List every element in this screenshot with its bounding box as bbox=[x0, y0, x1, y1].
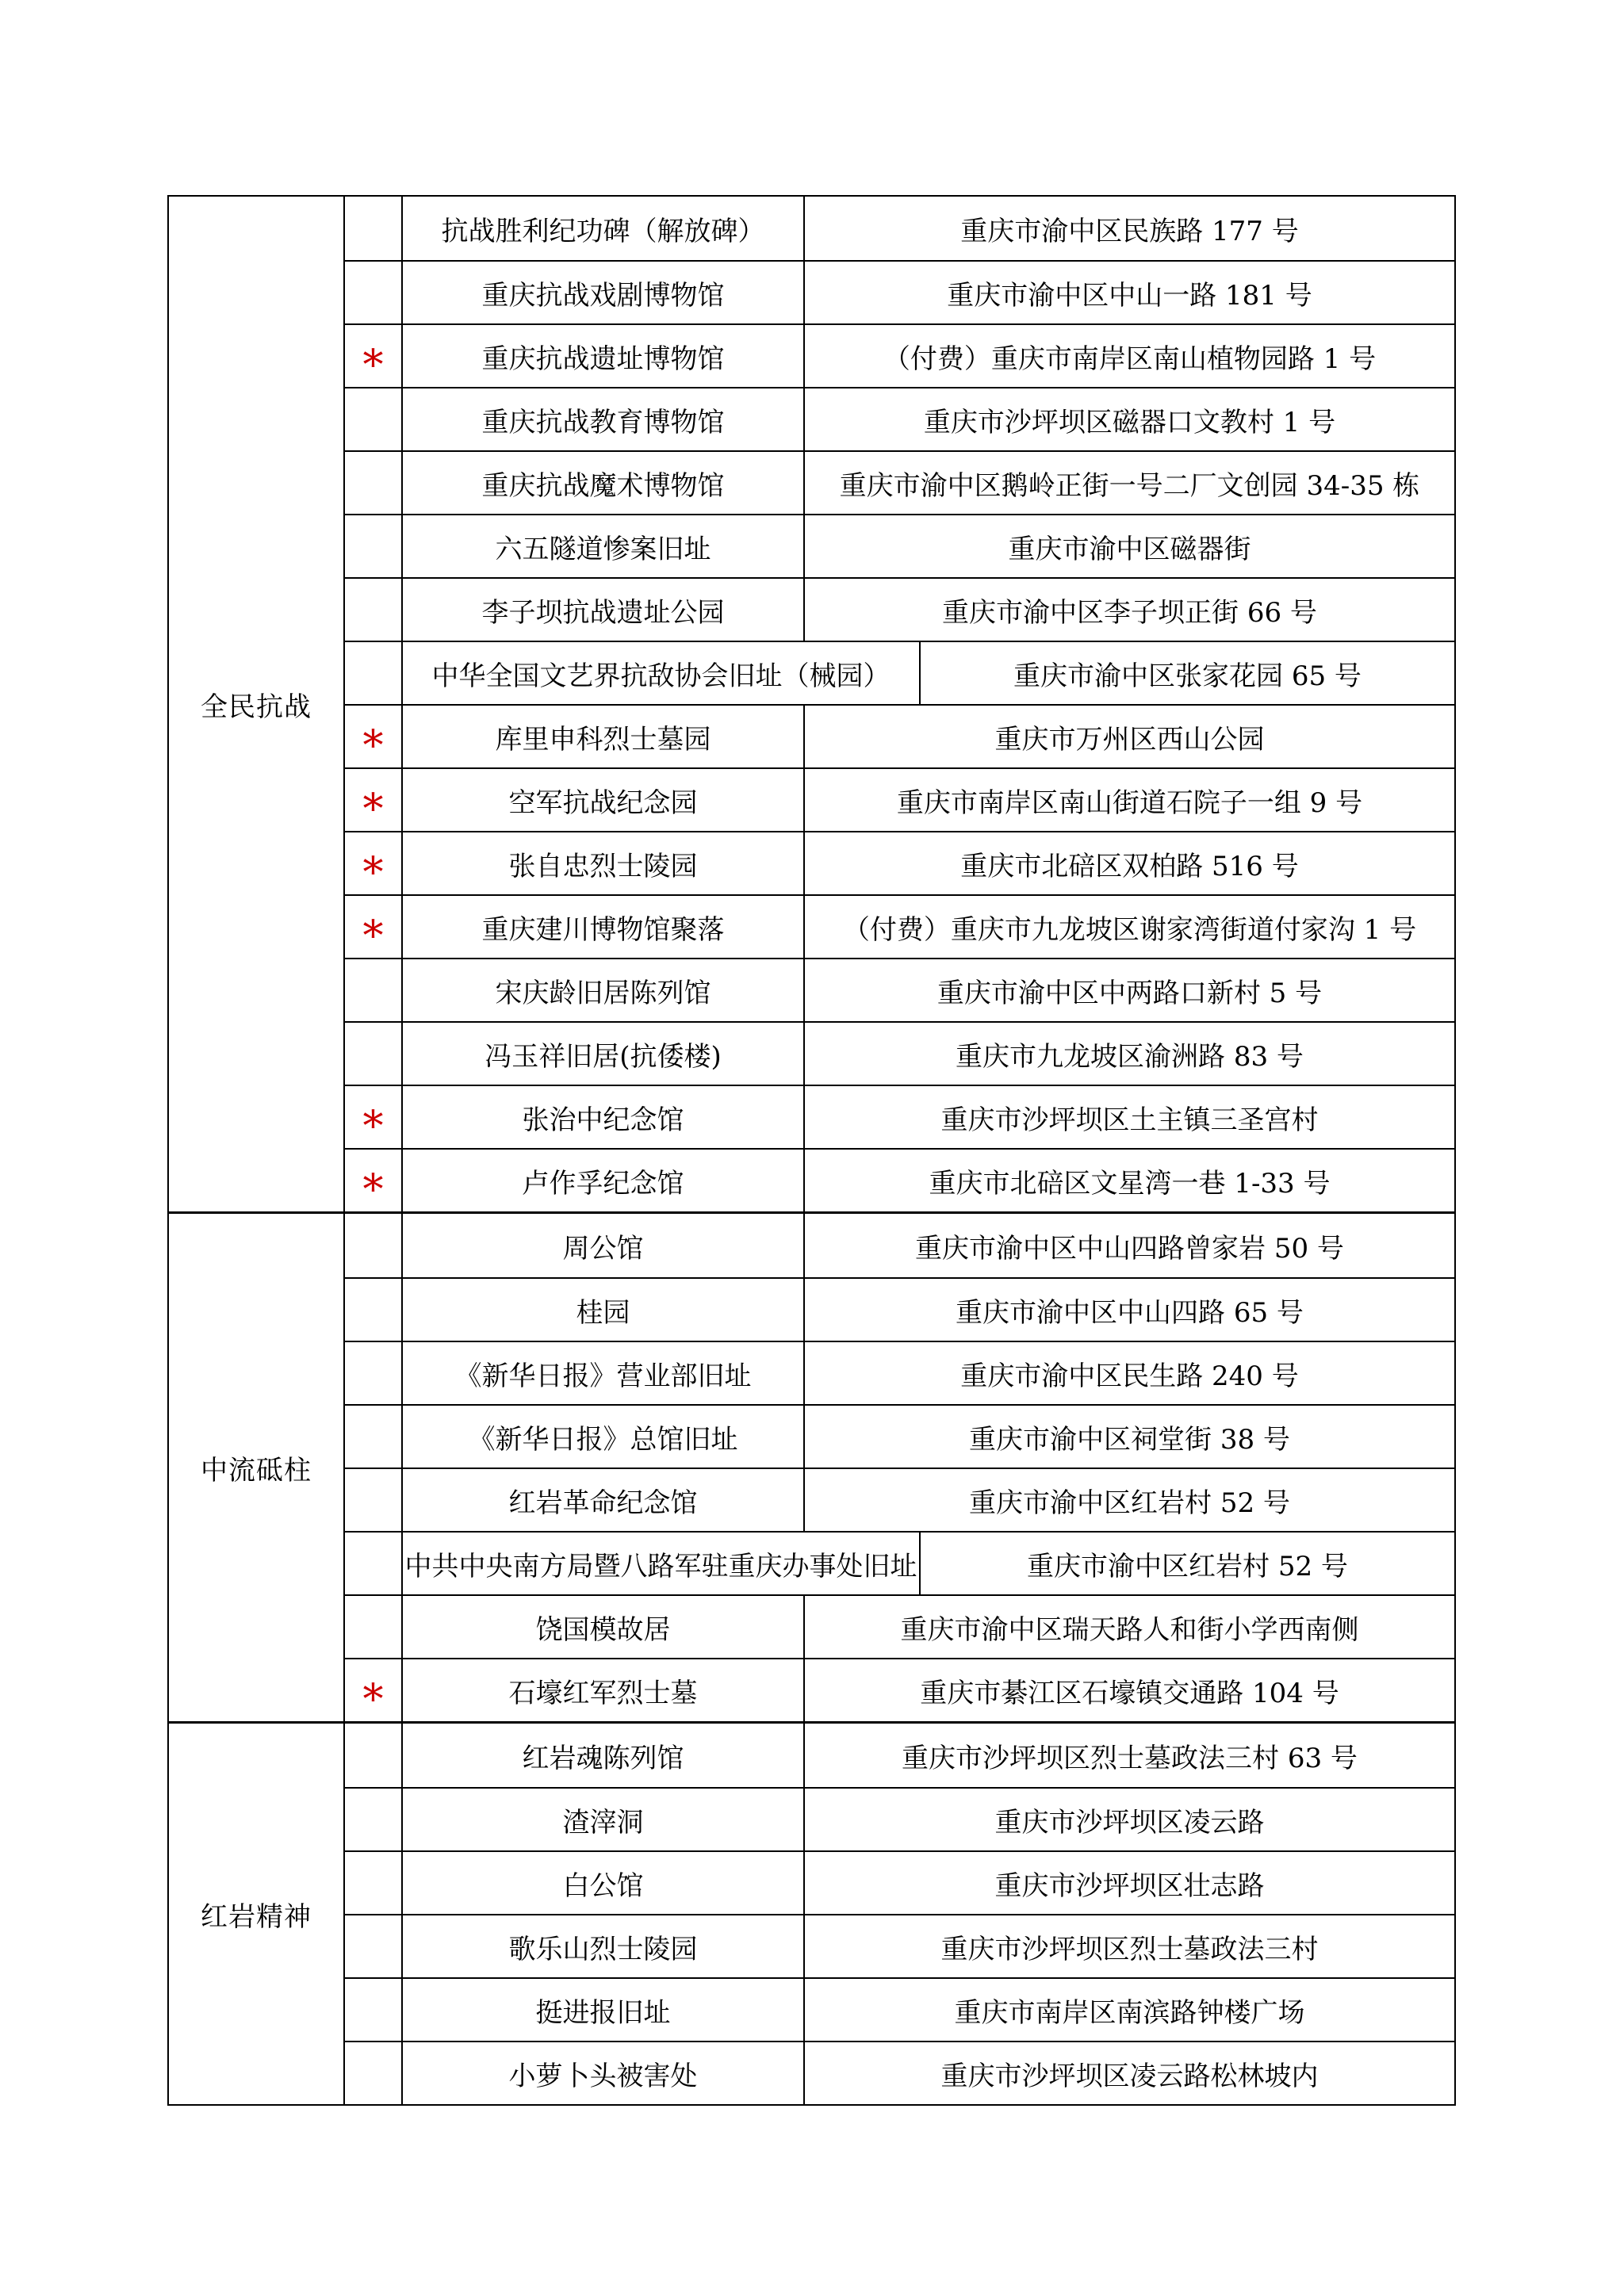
site-name-cell: 渣滓洞 bbox=[403, 1789, 805, 1850]
site-address-cell: 重庆市渝中区李子坝正街 66 号 bbox=[942, 596, 1317, 629]
star-marker-cell bbox=[345, 1852, 403, 1914]
site-name-cell: 重庆抗战遗址博物馆 bbox=[403, 325, 805, 387]
star-marker-cell bbox=[345, 1214, 403, 1277]
table-row bbox=[345, 1021, 1454, 1085]
star-icon: * bbox=[362, 786, 384, 831]
site-name-cell: 重庆抗战戏剧博物馆 bbox=[403, 262, 805, 323]
site-address-cell: 重庆市渝中区中山四路 65 号 bbox=[956, 1296, 1304, 1329]
section-rows bbox=[345, 1724, 1454, 2104]
star-marker-cell bbox=[345, 388, 403, 450]
table-row bbox=[345, 1148, 1454, 1211]
star-marker-cell bbox=[345, 1533, 403, 1594]
site-name-cell: 挺进报旧址 bbox=[403, 1979, 805, 2041]
star-marker-cell bbox=[345, 832, 403, 894]
table-row bbox=[345, 1085, 1454, 1148]
star-marker-cell bbox=[345, 959, 403, 1021]
site-name-cell: 抗战胜利纪功碑（解放碑） bbox=[403, 197, 805, 260]
site-address-cell: 重庆市渝中区中山四路曾家岩 50 号 bbox=[915, 1232, 1344, 1265]
star-icon: * bbox=[362, 849, 384, 894]
site-name-cell: 小萝卜头被害处 bbox=[403, 2042, 805, 2104]
site-address-cell: （付费）重庆市九龙坡区谢家湾街道付家沟 1 号 bbox=[842, 913, 1417, 946]
site-name-cell: 重庆抗战教育博物馆 bbox=[403, 388, 805, 450]
table-row bbox=[345, 831, 1454, 894]
site-name-cell: 石壕红军烈士墓 bbox=[403, 1659, 805, 1721]
site-address-cell: 重庆市北碚区双柏路 516 号 bbox=[960, 850, 1299, 882]
table-row bbox=[345, 323, 1454, 387]
star-marker-cell bbox=[345, 325, 403, 387]
site-name-cell: 红岩革命纪念馆 bbox=[403, 1469, 805, 1531]
site-address-cell: 重庆市渝中区磁器街 bbox=[1008, 533, 1251, 565]
site-address-cell: （付费）重庆市南岸区南山植物园路 1 号 bbox=[883, 342, 1377, 375]
table-row bbox=[345, 1914, 1454, 1977]
table-section bbox=[169, 1211, 1454, 1721]
star-marker-cell bbox=[345, 642, 403, 704]
site-address-cell: 重庆市渝中区祠堂街 38 号 bbox=[969, 1423, 1290, 1456]
section-rows bbox=[345, 1214, 1454, 1721]
site-name-cell: 宋庆龄旧居陈列馆 bbox=[403, 959, 805, 1021]
site-name-cell: 歌乐山烈士陵园 bbox=[403, 1915, 805, 1977]
star-marker-cell bbox=[345, 579, 403, 641]
category-cell-0: 全民抗战 bbox=[169, 197, 345, 1211]
site-name-cell: 冯玉祥旧居(抗倭楼) bbox=[403, 1023, 805, 1085]
table-row bbox=[345, 1658, 1454, 1721]
table-row bbox=[345, 387, 1454, 450]
site-name-cell: 张自忠烈士陵园 bbox=[403, 832, 805, 894]
star-icon: * bbox=[362, 913, 384, 958]
table-row bbox=[345, 767, 1454, 831]
table-row bbox=[345, 2041, 1454, 2104]
table-row bbox=[345, 641, 1454, 704]
site-address-cell: 重庆市渝中区中山一路 181 号 bbox=[947, 279, 1312, 312]
site-address-cell: 重庆市渝中区张家花园 65 号 bbox=[1013, 660, 1362, 692]
star-marker-cell bbox=[345, 1342, 403, 1404]
table-row bbox=[345, 894, 1454, 958]
table-row bbox=[345, 260, 1454, 323]
star-marker-cell bbox=[345, 515, 403, 577]
star-marker-cell bbox=[345, 452, 403, 514]
site-name-cell: 李子坝抗战遗址公园 bbox=[403, 579, 805, 641]
site-name-cell: 空军抗战纪念园 bbox=[403, 769, 805, 831]
site-name-cell: 周公馆 bbox=[403, 1214, 805, 1277]
site-name-cell: 红岩魂陈列馆 bbox=[403, 1724, 805, 1787]
site-name-cell: 库里申科烈士墓园 bbox=[403, 706, 805, 767]
star-icon: * bbox=[362, 1676, 384, 1721]
star-marker-cell bbox=[345, 197, 403, 260]
site-name-cell: 《新华日报》营业部旧址 bbox=[403, 1342, 805, 1404]
table-row bbox=[345, 1531, 1454, 1594]
site-address-cell: 重庆市沙坪坝区凌云路松林坡内 bbox=[940, 2060, 1319, 2092]
site-address-cell: 重庆市沙坪坝区土主镇三圣宫村 bbox=[940, 1104, 1319, 1136]
sites-table bbox=[167, 195, 1456, 2106]
site-name-cell: 中共中央南方局暨八路军驻重庆办事处旧址 bbox=[403, 1533, 921, 1594]
site-address-cell: 重庆市南岸区南滨路钟楼广场 bbox=[954, 1996, 1305, 2029]
star-marker-cell bbox=[345, 1406, 403, 1468]
site-address-cell: 重庆市渝中区瑞天路人和街小学西南侧 bbox=[900, 1613, 1359, 1646]
star-marker-cell bbox=[345, 1789, 403, 1850]
star-marker-cell bbox=[345, 769, 403, 831]
site-name-cell: 卢作孚纪念馆 bbox=[403, 1150, 805, 1211]
site-name-cell: 重庆抗战魔术博物馆 bbox=[403, 452, 805, 514]
star-marker-cell bbox=[345, 262, 403, 323]
site-address-cell: 重庆市南岸区南山街道石院子一组 9 号 bbox=[896, 786, 1363, 819]
site-address-cell: 重庆市渝中区民生路 240 号 bbox=[960, 1360, 1299, 1392]
site-address-cell: 重庆市綦江区石壕镇交通路 104 号 bbox=[920, 1677, 1339, 1709]
star-marker-cell bbox=[345, 706, 403, 767]
site-address-cell: 重庆市沙坪坝区烈士墓政法三村 bbox=[940, 1933, 1319, 1965]
site-name-cell: 《新华日报》总馆旧址 bbox=[403, 1406, 805, 1468]
section-rows bbox=[345, 197, 1454, 1211]
site-address-cell: 重庆市渝中区红岩村 52 号 bbox=[1027, 1550, 1348, 1582]
category-cell-1: 中流砥柱 bbox=[169, 1214, 345, 1721]
site-name-cell: 桂园 bbox=[403, 1279, 805, 1341]
table-section bbox=[169, 197, 1454, 1211]
star-marker-cell bbox=[345, 1979, 403, 2041]
star-marker-cell bbox=[345, 1469, 403, 1531]
table-section bbox=[169, 1721, 1454, 2104]
star-marker-cell bbox=[345, 1279, 403, 1341]
star-icon: * bbox=[362, 1166, 384, 1211]
star-icon: * bbox=[362, 342, 384, 387]
table-row bbox=[345, 1341, 1454, 1404]
table-row bbox=[345, 197, 1454, 260]
table-row bbox=[345, 1468, 1454, 1531]
site-address-cell: 重庆市沙坪坝区壮志路 bbox=[994, 1869, 1265, 1902]
table-row bbox=[345, 450, 1454, 514]
star-marker-cell bbox=[345, 1659, 403, 1721]
star-icon: * bbox=[362, 722, 384, 767]
table-row bbox=[345, 1404, 1454, 1468]
star-marker-cell bbox=[345, 1596, 403, 1658]
category-cell-2: 红岩精神 bbox=[169, 1724, 345, 2104]
site-address-cell: 重庆市渝中区红岩村 52 号 bbox=[969, 1487, 1290, 1519]
site-address-cell: 重庆市渝中区鹅岭正街一号二厂文创园 34-35 栋 bbox=[839, 469, 1420, 502]
site-address-cell: 重庆市九龙坡区渝洲路 83 号 bbox=[956, 1040, 1304, 1073]
star-icon: * bbox=[362, 1103, 384, 1148]
site-name-cell: 中华全国文艺界抗敌协会旧址（械园） bbox=[403, 642, 921, 704]
table-row bbox=[345, 1977, 1454, 2041]
site-address-cell: 重庆市沙坪坝区烈士墓政法三村 63 号 bbox=[902, 1742, 1358, 1774]
star-marker-cell bbox=[345, 1724, 403, 1787]
site-name-cell: 白公馆 bbox=[403, 1852, 805, 1914]
site-name-cell: 饶国模故居 bbox=[403, 1596, 805, 1658]
table-row bbox=[345, 577, 1454, 641]
table-row bbox=[345, 1787, 1454, 1850]
site-address-cell: 重庆市沙坪坝区凌云路 bbox=[994, 1806, 1265, 1839]
site-address-cell: 重庆市万州区西山公园 bbox=[994, 723, 1265, 756]
site-address-cell: 重庆市渝中区中两路口新村 5 号 bbox=[936, 977, 1323, 1009]
star-marker-cell bbox=[345, 896, 403, 958]
star-marker-cell bbox=[345, 1086, 403, 1148]
site-address-cell: 重庆市渝中区民族路 177 号 bbox=[960, 215, 1299, 247]
table-row bbox=[345, 514, 1454, 577]
star-marker-cell bbox=[345, 2042, 403, 2104]
table-row bbox=[345, 704, 1454, 767]
table-row bbox=[345, 1214, 1454, 1277]
table-row bbox=[345, 1277, 1454, 1341]
star-marker-cell bbox=[345, 1150, 403, 1211]
table-row bbox=[345, 1850, 1454, 1914]
star-marker-cell bbox=[345, 1023, 403, 1085]
site-address-cell: 重庆市北碚区文星湾一巷 1-33 号 bbox=[929, 1167, 1331, 1200]
table-row bbox=[345, 1594, 1454, 1658]
site-name-cell: 重庆建川博物馆聚落 bbox=[403, 896, 805, 958]
star-marker-cell bbox=[345, 1915, 403, 1977]
site-name-cell: 六五隧道惨案旧址 bbox=[403, 515, 805, 577]
table-row bbox=[345, 1724, 1454, 1787]
site-name-cell: 张治中纪念馆 bbox=[403, 1086, 805, 1148]
table-row bbox=[345, 958, 1454, 1021]
site-address-cell: 重庆市沙坪坝区磁器口文教村 1 号 bbox=[923, 406, 1336, 438]
